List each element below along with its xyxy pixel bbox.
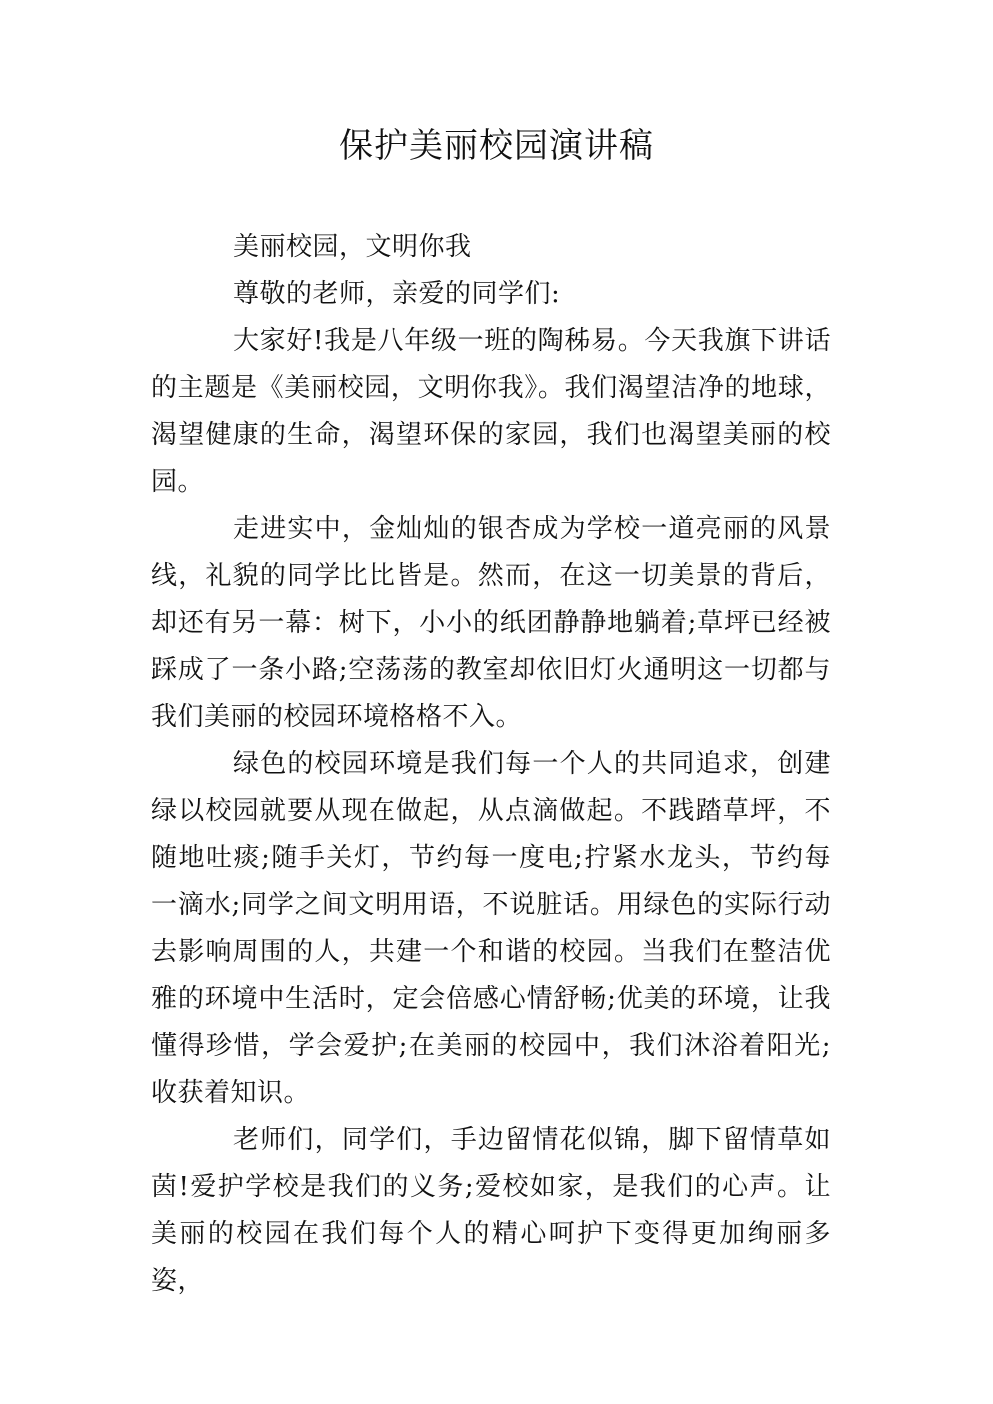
document-title: 保护美丽校园演讲稿	[339, 126, 654, 166]
subtitle-line: 美丽校园，文明你我	[233, 232, 472, 262]
paragraph: 大家好!我是八年级一班的陶秭易。今天我旗下讲话的主题是《美丽校园，文明你我》。我们渴望洁净的地球，渴望健康的生命，渴望环保的家园，我们也渴望美丽的校园。	[151, 326, 831, 497]
paragraph: 老师们，同学们，手边留情花似锦，脚下留情草如茵!爱护学校是我们的义务;爱校如家，是我们的心声。让美丽的校园在我们每个人的精心呵护下变得更加绚丽多姿，	[151, 1125, 831, 1296]
salutation: 尊敬的老师，亲爱的同学们:	[233, 279, 561, 309]
document-body	[151, 224, 831, 1305]
paragraph: 绿色的校园环境是我们每一个人的共同追求，创建绿以校园就要从现在做起，从点滴做起。不践踏草坪，不随地吐痰;随手关灯，节约每一度电;拧紧水龙头，节约每一滴水;同学之间文明用语，不说脏话。用绿色的实际行动去影响周围的人，共建一个和谐的校园。当我们在整洁优雅的环境中生活时，定会倍感心情舒畅;优美的环境，让我懂得珍惜，学会爱护;在美丽的校园中，我们沐浴着阳光;收获着知识。	[151, 749, 831, 1108]
paragraph: 走进实中，金灿灿的银杏成为学校一道亮丽的风景线，礼貌的同学比比皆是。然而，在这一切美景的背后，却还有另一幕：树下，小小的纸团静静地躺着;草坪已经被踩成了一条小路;空荡荡的教室却依旧灯火通明这一切都与我们美丽的校园环境格格不入。	[151, 514, 831, 732]
